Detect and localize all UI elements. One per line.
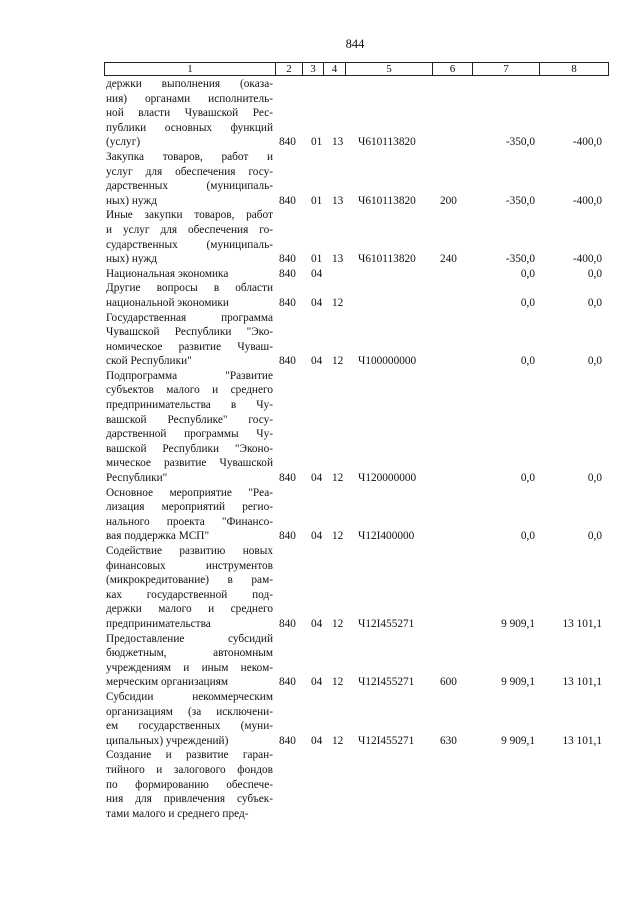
cell-expense-type: 630	[440, 734, 457, 747]
row-description	[106, 632, 273, 690]
row-description	[106, 544, 273, 632]
row-description	[106, 311, 273, 369]
description-line: Создание и развитие гаран-	[106, 749, 273, 762]
row-description	[106, 208, 273, 266]
cell-subsection: 12	[332, 472, 344, 485]
description-line: ем государственных (муни-	[106, 720, 273, 733]
table-row	[0, 311, 640, 369]
cell-grbs: 840	[279, 267, 296, 280]
description-line: бюджетным, автономным	[106, 647, 273, 660]
description-line: держки малого и среднего	[106, 603, 273, 616]
cell-amount-col8: 13 101,1	[562, 617, 602, 630]
cell-grbs: 840	[279, 136, 296, 149]
cell-amount-col7: 0,0	[520, 530, 535, 543]
description-line: финансовых инструментов	[106, 559, 273, 572]
cell-amount-col8: -400,0	[572, 194, 602, 207]
cell-subsection: 13	[332, 194, 344, 207]
description-line: тийного и залогового фондов	[106, 763, 273, 776]
description-line: ных) нужд	[106, 194, 157, 207]
header-col-1: 1	[187, 63, 193, 75]
cell-subsection: 12	[332, 296, 344, 309]
table-row	[0, 77, 640, 150]
cell-section: 04	[311, 355, 323, 368]
header-col-7: 7	[472, 63, 539, 75]
table-row	[0, 690, 640, 748]
cell-grbs: 840	[279, 734, 296, 747]
description-line: и услуг для обеспечения го-	[106, 223, 273, 236]
cell-subsection: 12	[332, 617, 344, 630]
description-line: мическое развитие Чувашской	[106, 457, 273, 470]
description-line: (услуг)	[106, 136, 141, 149]
description-line: вая поддержка МСП"	[106, 530, 210, 543]
row-description	[106, 748, 273, 821]
cell-target-article: Ч610113820	[358, 194, 416, 207]
description-line: предпринимательства	[106, 617, 211, 630]
header-col-3: 3	[302, 63, 323, 75]
cell-grbs: 840	[279, 253, 296, 266]
table-body	[0, 77, 640, 821]
table-row	[0, 544, 640, 632]
description-line: Иные закупки товаров, работ	[106, 209, 273, 222]
description-line: национальной экономики	[106, 296, 229, 309]
cell-section: 04	[311, 734, 323, 747]
cell-section: 04	[311, 617, 323, 630]
cell-amount-col7: 0,0	[520, 267, 535, 280]
cell-amount-col7: 9 909,1	[501, 676, 535, 689]
row-description	[106, 486, 273, 544]
header-col-2: 2	[275, 63, 302, 75]
cell-grbs: 840	[279, 530, 296, 543]
cell-amount-col7: -350,0	[505, 136, 535, 149]
table-row	[0, 267, 640, 282]
cell-expense-type: 200	[440, 194, 457, 207]
header-col-4: 4	[323, 63, 345, 75]
cell-subsection: 12	[332, 355, 344, 368]
table-row	[0, 486, 640, 544]
table-row	[0, 150, 640, 208]
cell-section: 01	[311, 194, 323, 207]
description-line: Другие вопросы в области	[106, 282, 273, 295]
description-line: Республики"	[106, 472, 168, 485]
description-line: номическое развитие Чуваш-	[106, 340, 273, 353]
cell-amount-col8: 0,0	[587, 355, 602, 368]
cell-subsection: 13	[332, 136, 344, 149]
cell-section: 04	[311, 472, 323, 485]
description-line: ной власти Чувашской Рес-	[106, 107, 273, 120]
cell-target-article: Ч12I455271	[358, 734, 415, 747]
description-line: Национальная экономика	[106, 267, 229, 280]
row-description	[106, 150, 273, 208]
cell-subsection: 12	[332, 734, 344, 747]
cell-grbs: 840	[279, 355, 296, 368]
cell-target-article: Ч12I455271	[358, 617, 415, 630]
cell-amount-col7: -350,0	[505, 253, 535, 266]
table-row	[0, 369, 640, 486]
cell-section: 04	[311, 267, 323, 280]
row-description	[106, 690, 273, 748]
cell-grbs: 840	[279, 194, 296, 207]
description-line: дарственных (муниципаль-	[106, 180, 273, 193]
cell-amount-col8: 0,0	[587, 296, 602, 309]
cell-amount-col7: 0,0	[520, 355, 535, 368]
table-header	[104, 62, 609, 76]
cell-section: 04	[311, 676, 323, 689]
description-line: ных) нужд	[106, 253, 157, 266]
description-line: Субсидии некоммерческим	[106, 690, 273, 703]
row-description	[106, 267, 273, 282]
cell-amount-col8: 0,0	[587, 530, 602, 543]
description-line: вашской Республики "Эконо-	[106, 442, 273, 455]
cell-section: 01	[311, 136, 323, 149]
table-row	[0, 748, 640, 821]
cell-amount-col7: 0,0	[520, 296, 535, 309]
description-line: тами малого и среднего пред-	[106, 807, 249, 820]
row-description	[106, 369, 273, 486]
cell-target-article: Ч12I400000	[358, 530, 415, 543]
cell-section: 01	[311, 253, 323, 266]
description-line: (микрокредитование) в рам-	[106, 574, 273, 587]
description-line: Чувашской Республики "Эко-	[106, 326, 273, 339]
cell-amount-col8: 0,0	[587, 267, 602, 280]
description-line: Подпрограмма "Развитие	[106, 369, 273, 382]
cell-grbs: 840	[279, 617, 296, 630]
description-line: предпринимательства в Чу-	[106, 399, 273, 412]
description-line: субъектов малого и среднего	[106, 384, 273, 397]
description-line: учреждениям и иным неком-	[106, 661, 273, 674]
cell-amount-col8: -400,0	[572, 253, 602, 266]
header-col-5: 5	[345, 63, 432, 75]
cell-target-article: Ч610113820	[358, 136, 416, 149]
cell-subsection: 12	[332, 676, 344, 689]
table-row	[0, 208, 640, 266]
cell-subsection: 12	[332, 530, 344, 543]
cell-amount-col7: 9 909,1	[501, 734, 535, 747]
description-line: ния) органами исполнитель-	[106, 92, 273, 105]
cell-target-article: Ч120000000	[358, 472, 417, 485]
description-line: услуг для обеспечения госу-	[106, 165, 273, 178]
description-line: нального проекта "Финансо-	[106, 515, 273, 528]
row-description	[106, 281, 273, 310]
header-col-6: 6	[432, 63, 472, 75]
table-row	[0, 281, 640, 310]
cell-target-article: Ч100000000	[358, 355, 417, 368]
cell-grbs: 840	[279, 676, 296, 689]
cell-amount-col8: 13 101,1	[562, 676, 602, 689]
description-line: лизация мероприятий регио-	[106, 501, 273, 514]
row-description	[106, 77, 273, 150]
description-line: ской Республики"	[106, 355, 192, 368]
cell-target-article: Ч610113820	[358, 253, 416, 266]
description-line: держки выполнения (оказа-	[106, 78, 273, 90]
description-line: Основное мероприятие "Реа-	[106, 486, 273, 499]
description-line: ках государственной под-	[106, 588, 273, 601]
cell-subsection: 13	[332, 253, 344, 266]
cell-amount-col7: -350,0	[505, 194, 535, 207]
cell-amount-col8: 13 101,1	[562, 734, 602, 747]
cell-expense-type: 240	[440, 253, 457, 266]
description-line: ципальных) учреждений)	[106, 734, 229, 747]
description-line: сударственных (муниципаль-	[106, 238, 273, 251]
cell-target-article: Ч12I455271	[358, 676, 415, 689]
header-col-8: 8	[539, 63, 608, 75]
description-line: Закупка товаров, работ и	[106, 150, 273, 163]
cell-section: 04	[311, 530, 323, 543]
description-line: дарственной программы Чу-	[106, 428, 273, 441]
cell-grbs: 840	[279, 472, 296, 485]
description-line: Предоставление субсидий	[106, 632, 273, 645]
cell-expense-type: 600	[440, 676, 457, 689]
cell-section: 04	[311, 296, 323, 309]
description-line: публики основных функций	[106, 121, 273, 134]
cell-amount-col8: -400,0	[572, 136, 602, 149]
description-line: вашской Республике" госу-	[106, 413, 273, 426]
description-line: Государственная программа	[106, 311, 273, 324]
page-number: 844	[345, 37, 365, 51]
description-line: ния для привлечения субъек-	[106, 793, 273, 806]
cell-amount-col7: 0,0	[520, 472, 535, 485]
description-line: мерческим организациям	[106, 676, 228, 689]
cell-amount-col8: 0,0	[587, 472, 602, 485]
description-line: организациям (за исключени-	[106, 705, 273, 718]
description-line: Содействие развитию новых	[106, 545, 273, 557]
table-row	[0, 632, 640, 690]
cell-amount-col7: 9 909,1	[501, 617, 535, 630]
description-line: по формированию обеспече-	[106, 778, 273, 791]
cell-grbs: 840	[279, 296, 296, 309]
